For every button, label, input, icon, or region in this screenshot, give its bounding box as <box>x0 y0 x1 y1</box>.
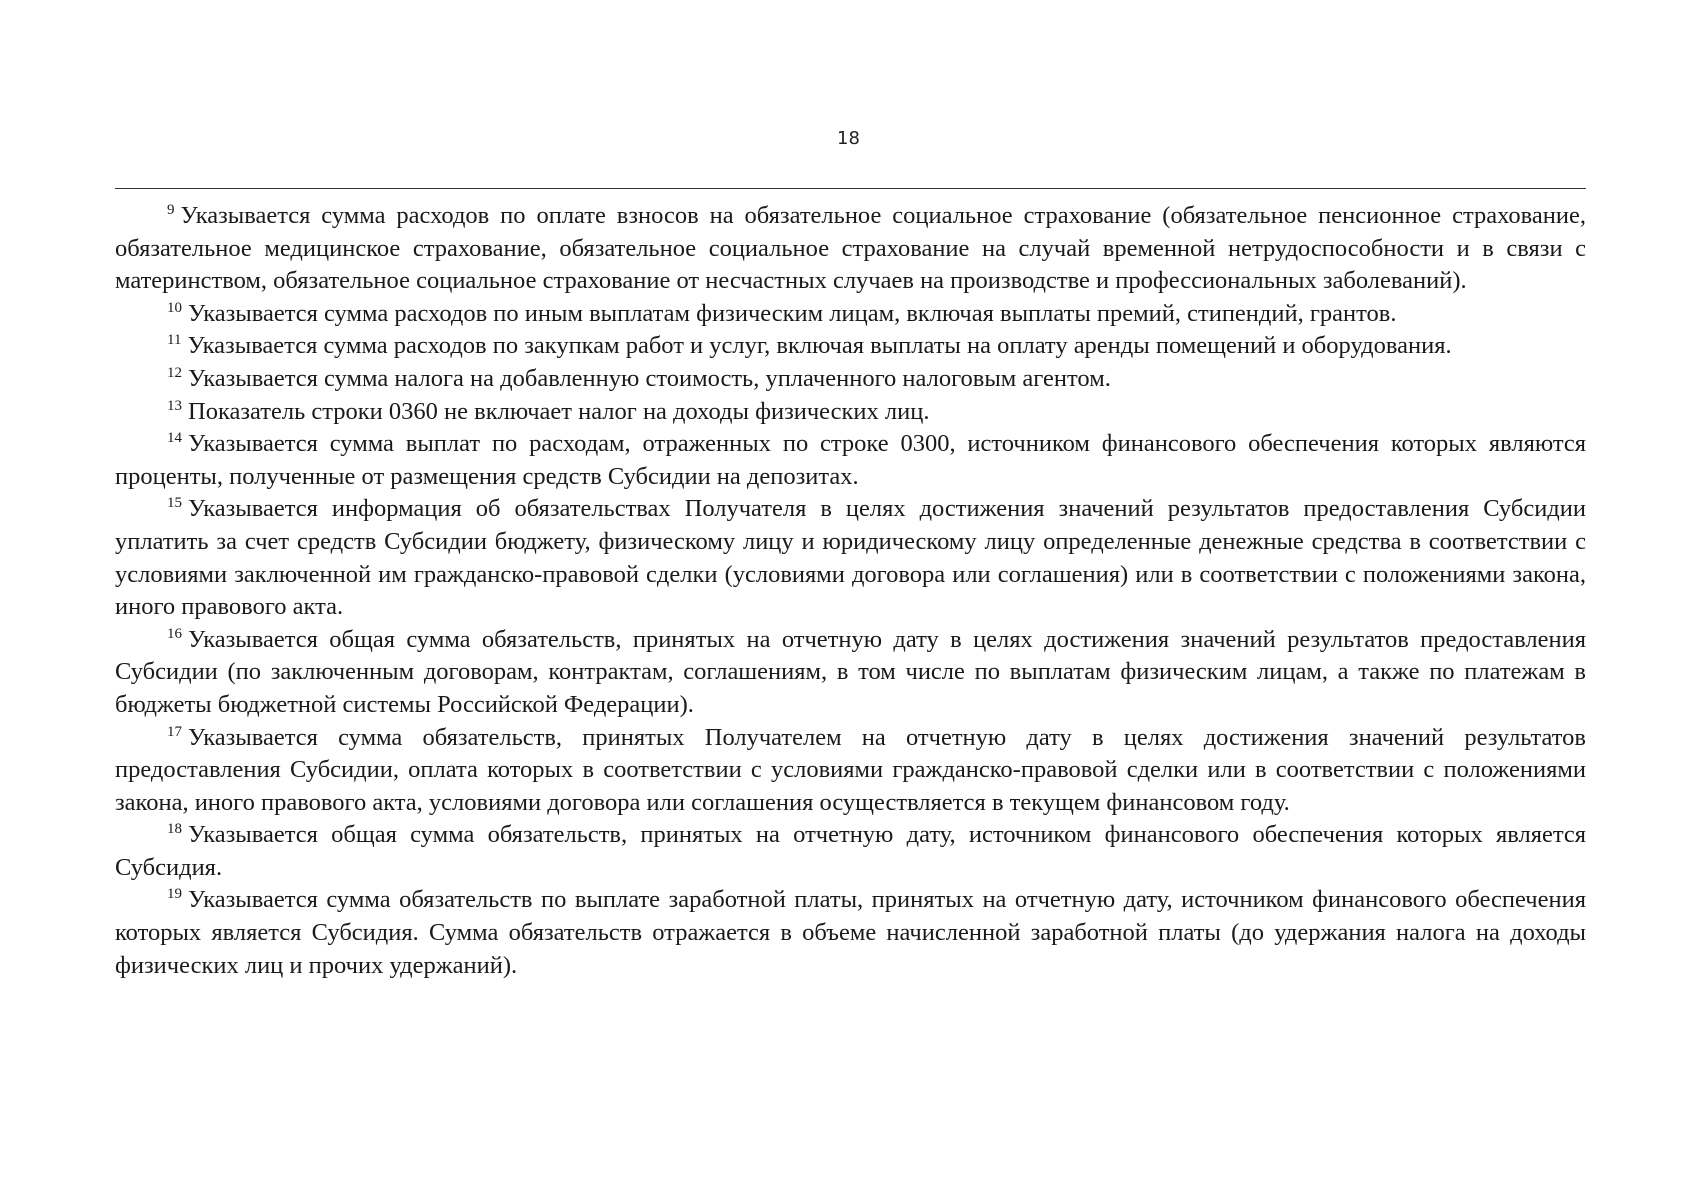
footnote-10 <box>115 298 1586 331</box>
footnote-number: 15 <box>167 495 182 512</box>
footnote-number: 17 <box>167 723 182 740</box>
footnote-number: 16 <box>167 625 182 642</box>
footnote-text: Указывается общая сумма обязательств, принятых на отчетную дату, источником финансового обеспечения которых является Субсидия. <box>115 821 1586 881</box>
footnote-text: Показатель строки 0360 не включает налог на доходы физических лиц. <box>188 397 930 425</box>
footnote-number: 11 <box>167 332 182 349</box>
footnote-text: Указывается сумма выплат по расходам, отраженных по строке 0300, источником финансового обеспечения которых являются проценты, полученные от размещения средств Субсидии на депозитах. <box>115 430 1586 490</box>
footnote-text: Указывается сумма расходов по иным выплатам физическим лицам, включая выплаты премий, стипендий, грантов. <box>188 299 1397 327</box>
footnote-11 <box>115 330 1586 363</box>
footnote-text: Указывается сумма обязательств по выплате заработной платы, принятых на отчетную дату, источником финансового обеспечения которых является Субсидия. Сумма обязательств отражается в объеме начисленной заработной платы (до удержания налога на доходы физических лиц и прочих удержаний). <box>115 886 1586 979</box>
footnotes-list <box>115 200 1586 982</box>
footnote-number: 13 <box>167 397 182 414</box>
footnote-number: 9 <box>167 202 175 218</box>
footnote-number: 18 <box>167 821 182 838</box>
footnote-number: 10 <box>167 299 182 316</box>
footnote-separator <box>115 188 1586 189</box>
footnote-19 <box>115 884 1586 982</box>
footnote-text: Указывается сумма обязательств, принятых Получателем на отчетную дату в целях достижения значений результатов предоставления Субсидии, оплата которых в соответствии с условиями гражданско-правовой сделки или в соответствии с положениями закона, иного правового акта, условиями договора или соглашения осуществляется в текущем финансовом году. <box>115 723 1586 816</box>
footnote-text: Указывается общая сумма обязательств, принятых на отчетную дату в целях достижения значений результатов предоставления Субсидии (по заключенным договорам, контрактам, соглашениям, в том числе по выплатам физическим лицам, а также по платежам в бюджеты бюджетной системы Российской Федерации). <box>115 625 1586 718</box>
footnote-12 <box>115 363 1586 396</box>
footnote-9 <box>115 200 1586 298</box>
footnote-15 <box>115 493 1586 623</box>
footnote-text: Указывается информация об обязательствах Получателя в целях достижения значений результатов предоставления Субсидии уплатить за счет средств Субсидии бюджету, физическому лицу и юридическому лицу определенные денежные средства в соответствии с условиями заключенной им гражданско-правовой сделки (условиями договора или соглашения) или в соответствии с положениями закона, иного правового акта. <box>115 495 1586 621</box>
footnote-text: Указывается сумма налога на добавленную стоимость, уплаченного налоговым агентом. <box>188 364 1111 392</box>
footnote-18 <box>115 819 1586 884</box>
footnote-number: 12 <box>167 364 182 381</box>
page-number: 18 <box>837 128 860 149</box>
footnote-14 <box>115 428 1586 493</box>
footnote-16 <box>115 624 1586 722</box>
footnote-13 <box>115 396 1586 429</box>
footnote-number: 14 <box>167 430 182 447</box>
footnote-17 <box>115 722 1586 820</box>
footnote-number: 19 <box>167 886 182 903</box>
footnote-text: Указывается сумма расходов по закупкам работ и услуг, включая выплаты на оплату аренды помещений и оборудования. <box>187 332 1452 360</box>
footnote-text: Указывается сумма расходов по оплате взносов на обязательное социальное страхование (обязательное пенсионное страхование, обязательное медицинское страхование, обязательное социальное страхование на случай временной нетрудоспособности и в связи с материнством, обязательное социальное страхование от несчастных случаев на производстве и профессиональных заболеваний). <box>115 202 1586 295</box>
